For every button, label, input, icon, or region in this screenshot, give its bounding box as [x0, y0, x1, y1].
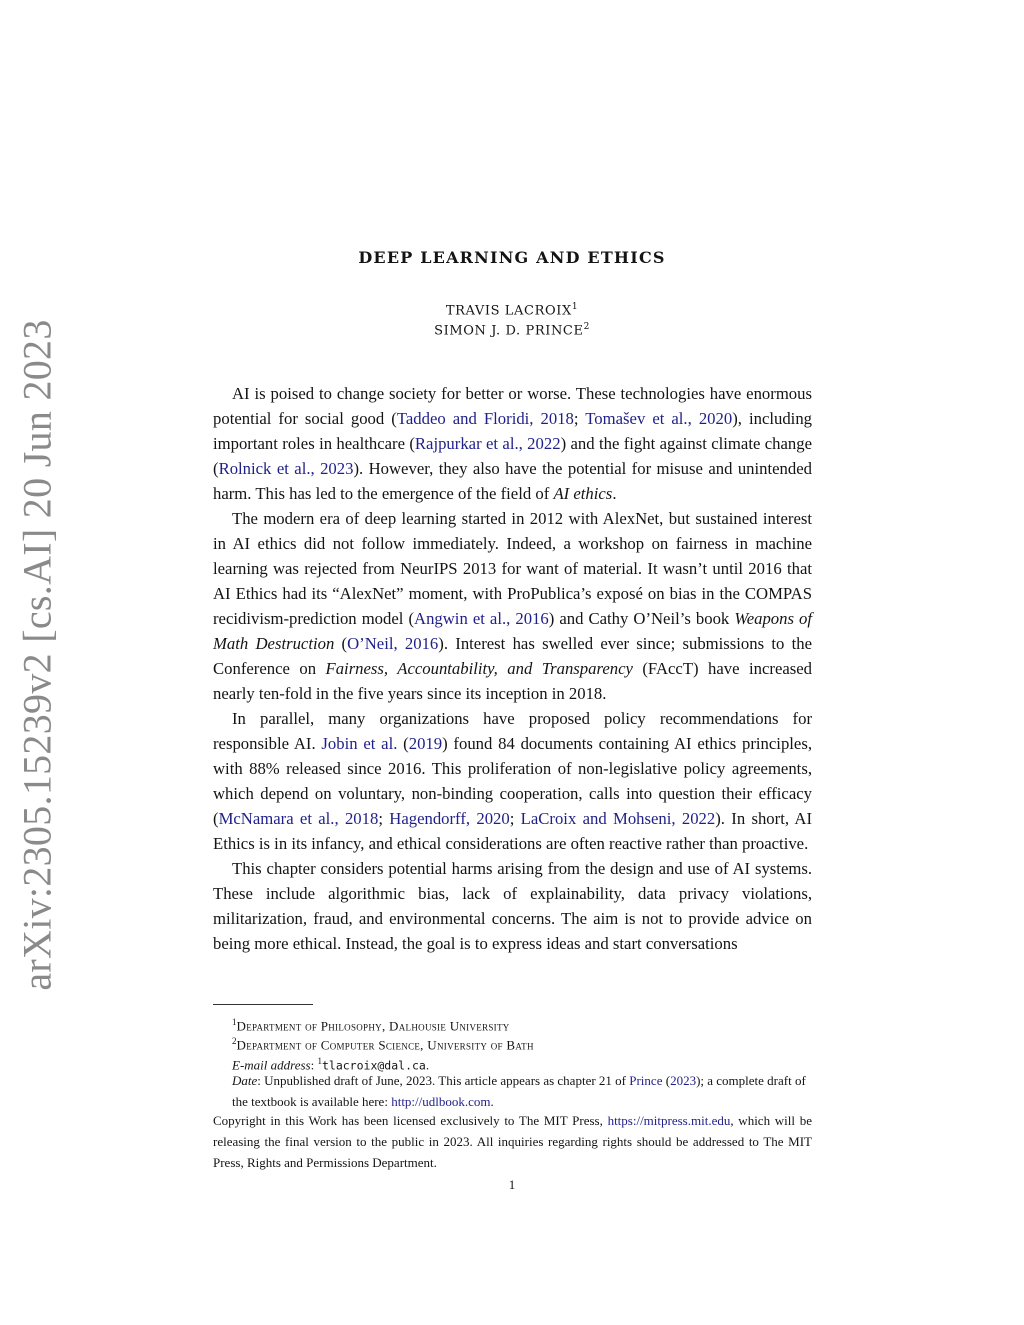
text: Copyright in this Work has been licensed exclusively to The MIT Press, — [213, 1113, 608, 1128]
author-1-name: TRAVIS LACROIX — [445, 303, 572, 319]
emphasis: Weapons of Math Destruction — [213, 609, 812, 653]
author-2-name: SIMON J. D. PRINCE — [434, 323, 584, 339]
footnote-mark: 1 — [317, 1056, 322, 1066]
footnote-mark: 2 — [232, 1036, 237, 1046]
arxiv-sidebar — [12, 318, 62, 991]
citation-taddeo[interactable]: Taddeo and Floridi, 2018 — [396, 409, 574, 428]
citation-angwin[interactable]: Angwin et al., 2016 — [414, 609, 549, 628]
email-label: E-mail address — [232, 1057, 311, 1073]
emphasis: AI ethics — [553, 484, 613, 503]
paragraph-2 — [213, 506, 812, 706]
text: ) and the fight against climate change ( — [213, 434, 812, 478]
text: This chapter considers potential harms arising from the design and use of AI systems. These include algorithmic bias, lack of explainability, data privacy violations, militarization, fraud, and environmental concerns. The aim is not to provide advice on being more ethical. Instead, the goal is to express ideas and start conversations — [213, 859, 812, 953]
citation-lacroix[interactable]: LaCroix and Mohseni, 2022 — [520, 809, 716, 828]
text: ; — [509, 809, 521, 828]
citation-rolnick[interactable]: Rolnick et al., 2023 — [218, 459, 354, 478]
text: : Unpublished draft of June, 2023. This article appears as chapter 21 of — [257, 1073, 630, 1088]
text: : — [310, 1057, 318, 1073]
text: ). Interest has swelled ever since; submissions to the Conference on — [213, 634, 812, 678]
citation-mcnamara[interactable]: McNamara et al., 2018 — [218, 809, 379, 828]
paragraph-1 — [213, 381, 812, 506]
text: ). In short, AI Ethics is in its infancy, and ethical considerations are often reactive rather than proactive. — [213, 809, 812, 853]
author-2-mark: 2 — [583, 322, 590, 332]
citation-hagendorff[interactable]: Hagendorff, 2020 — [389, 809, 510, 828]
paper-title: DEEP LEARNING AND ETHICS — [358, 248, 666, 267]
text: ( — [397, 734, 409, 753]
text: ; — [573, 409, 586, 428]
affiliation-1: Department of Philosophy, Dalhousie University — [236, 1018, 510, 1034]
citation-oneil[interactable]: O’Neil, 2016 — [347, 634, 439, 653]
text: . — [490, 1094, 494, 1109]
citation-rajpurkar[interactable]: Rajpurkar et al., 2022 — [414, 434, 561, 453]
text: ); a complete draft of the textbook is available here: — [232, 1073, 806, 1109]
text: ( — [662, 1073, 671, 1088]
text: . — [612, 484, 617, 503]
citation-prince-year[interactable]: 2023 — [670, 1073, 697, 1088]
text: AI is poised to change society for better or worse. These technologies have enormous potential for social good ( — [213, 384, 812, 428]
citation-jobin-year[interactable]: 2019 — [408, 734, 443, 753]
paragraph-3 — [213, 706, 812, 856]
body-text — [213, 381, 812, 956]
date-label: Date — [232, 1073, 258, 1088]
footnote-copyright — [213, 1110, 812, 1173]
footnote-mark: 1 — [232, 1017, 237, 1027]
text: The modern era of deep learning started in 2012 with AlexNet, but sustained interest in AI ethics did not follow immediately. Indeed, a workshop on fairness in machine learning was rejected from NeurIPS 2013 for want of material. It wasn’t until 2016 that AI Ethics had its “AlexNet” moment, with ProPublica’s exposé on bias in the COMPAS recidivism-prediction model ( — [213, 509, 812, 628]
affiliation-2: Department of Computer Science, University of Bath — [236, 1037, 534, 1053]
text: . — [425, 1057, 430, 1073]
text: ) found 84 documents containing AI ethics principles, with 88% released since 2016. This proliferation of non-legislative policy agreements, which depend on voluntary, non-binding cooperation, calls into question their efficacy ( — [213, 734, 812, 828]
emphasis: Fairness, Accountability, and Transparency — [325, 659, 633, 678]
footnote-date — [213, 1070, 812, 1112]
page-number: 1 — [508, 1177, 516, 1192]
arxiv-identifier: arXiv:2305.15239v2 [cs.AI] 20 Jun 2023 — [14, 318, 60, 991]
citation-prince[interactable]: Prince — [629, 1073, 663, 1088]
text: ) and Cathy O’Neil’s book — [548, 609, 735, 628]
text: ( — [334, 634, 348, 653]
paragraph-4 — [213, 856, 812, 956]
text: (FAccT) have increased nearly ten-fold in the five years since its inception in 2018. — [213, 659, 813, 703]
text: ). However, they also have the potential for misuse and unintended harm. This has led to the emergence of the field of — [213, 459, 812, 503]
citation-tomasev[interactable]: Tomašev et al., 2020 — [585, 409, 733, 428]
email-address[interactable]: tlacroix@dal.ca — [321, 1058, 426, 1073]
footnote-rule — [213, 1004, 313, 1005]
citation-jobin[interactable]: Jobin et al. — [321, 734, 398, 753]
author-2 — [0, 322, 1024, 338]
udlbook-link[interactable]: http://udlbook.com — [391, 1094, 491, 1109]
text: ; — [378, 809, 390, 828]
text: ), including important roles in healthcare ( — [213, 409, 813, 453]
text: In parallel, many organizations have proposed policy recommendations for responsible AI. — [213, 709, 812, 753]
author-1-mark: 1 — [571, 302, 579, 312]
mitpress-link[interactable]: https://mitpress.mit.edu — [607, 1113, 731, 1128]
text: , which will be releasing the final version to the public in 2023. All inquiries regarding rights should be addressed to The MIT Press, Rights and Permissions Department. — [213, 1113, 812, 1170]
author-1 — [0, 302, 1024, 318]
